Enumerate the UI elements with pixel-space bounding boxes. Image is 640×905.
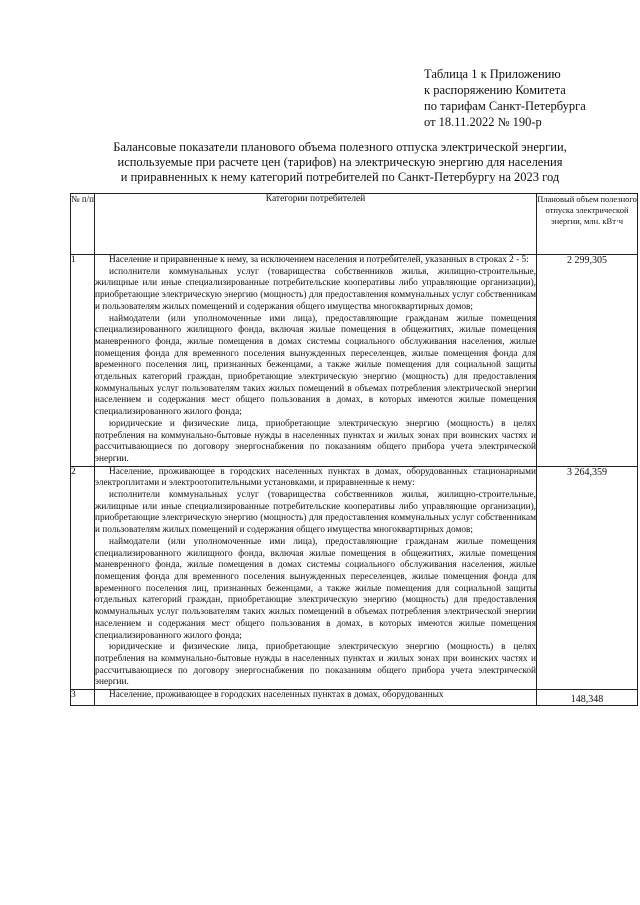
row-category: [95, 466, 537, 689]
appendix-header: [424, 66, 624, 130]
title-line: Балансовые показатели планового объема полезного отпуска электрической энергии,: [113, 140, 567, 154]
balance-table: [70, 193, 638, 706]
header-line: по тарифам Санкт-Петербурга: [424, 99, 586, 113]
row-num: 1: [71, 255, 95, 467]
category-paragraph: Население, проживающее в городских населенных пунктах в домах, оборудованных: [109, 690, 444, 701]
row-value: 2 299,305: [537, 255, 638, 467]
category-paragraph: Население, проживающее в городских населенных пунктах в домах, оборудованных стационарными электроплитами и электроотопительными установками, и приравненные к нему:: [95, 466, 536, 489]
row-num: 2: [71, 466, 95, 689]
row-value: 3 264,359: [537, 466, 638, 689]
category-paragraph: исполнители коммунальных услуг (товарищества собственников жилья, жилищно-строительные, жилищные или иные специализированные потребительские кооперативы либо управляющие организации), приобретающие электрическую энергию (мощность) для предоставления коммунальных услуг собственникам и пользователям жилых помещений и содержания общего имущества многоквартирных домов;: [95, 266, 536, 312]
category-paragraph: наймодатели (или уполномоченные ими лица), предоставляющие гражданам жилые помещения специализированного жилищного фонда, включая жилые помещения в общежитиях, жилые помещения маневренного фонда, жилые помещения в домах системы социального обслуживания населения, жилые помещения фонда для временного поселения вынужденных переселенцев, жилые помещения фонда для временного поселения лиц, признанных беженцами, а также жилые помещения для социальной защиты отдельных категорий граждан, приобретающие электрическую энергию (мощность) для предоставления коммунальных услуг пользователям таких жилых помещений в объемах потребления электрической энергии населением и содержания мест общего пользования в домах, в которых имеются жилые помещения специализированного жилого фонда;: [95, 313, 536, 418]
table-row: [71, 255, 638, 467]
row-category: [95, 255, 537, 467]
header-line: Таблица 1 к Приложению: [424, 67, 561, 81]
category-paragraph: юридические и физические лица, приобретающие электрическую энергию (мощность) в целях потребления на коммунально-бытовые нужды в населенных пунктах и жилых зонах при воинских частях и рассчитывающиеся по договору энергоснабжения по показаниям общего прибора учета электрической энергии.: [95, 418, 536, 464]
header-line: от 18.11.2022 № 190-р: [424, 115, 542, 129]
header-value: Плановый объем полезного отпуска электрической энергии, млн. кВт·ч: [537, 194, 638, 255]
category-paragraph: исполнители коммунальных услуг (товарищества собственников жилья, жилищно-строительные, жилищные или иные специализированные потребительские кооперативы либо управляющие организации), приобретающие электрическую энергию (мощность) для предоставления коммунальных услуг собственникам и пользователям жилых помещений и содержания общего имущества многоквартирных домов;: [95, 490, 536, 536]
title-line: и приравненных к нему категорий потребителей по Санкт-Петербургу на 2023 год: [120, 170, 560, 184]
category-paragraph: наймодатели (или уполномоченные ими лица), предоставляющие гражданам жилые помещения специализированного жилищного фонда, включая жилые помещения в общежитиях, жилые помещения маневренного фонда, жилые помещения в домах системы социального обслуживания населения, жилые помещения фонда для временного поселения вынужденных переселенцев, жилые помещения фонда для временного поселения лиц, признанных беженцами, а также жилые помещения для социальной защиты отдельных категорий граждан, приобретающие электрическую энергию (мощность) для предоставления коммунальных услуг пользователям таких жилых помещений в объемах потребления электрической энергии населением и содержания мест общего пользования в домах, в которых имеются жилые помещения специализированного жилого фонда;: [95, 536, 536, 641]
category-paragraph: юридические и физические лица, приобретающие электрическую энергию (мощность) в целях потребления на коммунально-бытовые нужды в населенных пунктах и жилых зонах при воинских частях и рассчитывающиеся по договору энергоснабжения по показаниям общего прибора учета электрической энергии.: [95, 642, 536, 688]
table-row: [71, 466, 638, 689]
row-value: 148,348: [537, 690, 638, 706]
category-paragraph: Население и приравненные к нему, за исключением населения и потребителей, указанных в строках 2 - 5:: [109, 255, 529, 265]
table-row: [71, 690, 638, 706]
header-num: № п/п: [71, 194, 95, 255]
title-line: используемые при расчете цен (тарифов) на электрическую энергию для населения: [117, 155, 563, 169]
table-header-row: [71, 194, 638, 255]
header-line: к распоряжению Комитета: [424, 83, 566, 97]
header-category: Категории потребителей: [95, 194, 537, 255]
row-category: [95, 690, 537, 706]
row-num: 3: [71, 690, 95, 706]
document-title: [60, 140, 620, 185]
